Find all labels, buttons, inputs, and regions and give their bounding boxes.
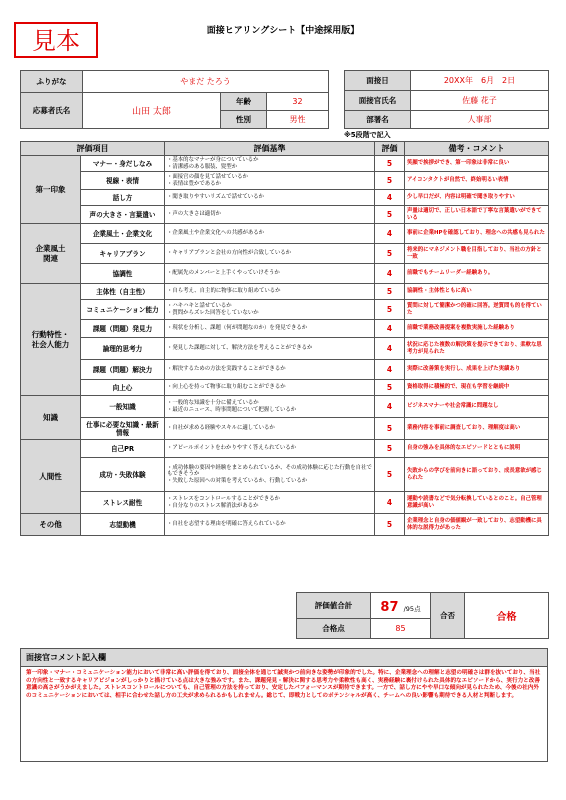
- department-label: 部署名: [345, 111, 411, 129]
- score-cell[interactable]: 5: [375, 172, 405, 190]
- item-cell: 向上心: [81, 380, 165, 396]
- comment-cell[interactable]: 前職でもチームリーダー経験あり。: [405, 264, 549, 284]
- sample-stamp: 見本: [14, 22, 98, 58]
- criteria-cell: ・自ら考え、自主的に物事に取り組めているか: [165, 284, 375, 300]
- item-cell: 視線・表情: [81, 172, 165, 190]
- interviewer-value[interactable]: 佐藤 花子: [411, 91, 549, 111]
- category-cell: 企業風土 関連: [21, 224, 81, 284]
- gender-label: 性別: [221, 111, 267, 129]
- item-cell: 仕事に必要な知識・最新情報: [81, 418, 165, 440]
- evaluation-row: [21, 380, 549, 396]
- item-cell: ストレス耐性: [81, 492, 165, 514]
- criteria-cell: ・基本的なマナーが身についているか ・清潔感のある服装、髪型か: [165, 156, 375, 172]
- comment-box-text[interactable]: 第一印象・マナー・コミュニケーション能力において非常に高い評価を得ており、面接全体を通じて誠実かつ前向きな姿勢が印象的でした。特に、企業理念への理解と志望の明確さは群を抜いており、当社の方向性と一致するキャリアビジョンがしっかりと描けている点は大きな強みです。また、課題発見・解決に関する思考力や柔軟性も高く、実務経験に裏付けられた具体的なエピソードから、実行力と改善意識の高さがうかがえました。ストレスコントロールについても、自己管理の方法を持っており、安定したパフォーマンスが期待できます。一方で、話し方にやや早口な傾向が見られたため、今後の社内外のコミュニケーションにおいては、相手に合わせた話し方の工夫が求められるかもしれません。総じて、即戦力としてのポテンシャルが高く、チームへの良い影響も期待できる人材と判断します。: [26, 670, 541, 699]
- item-cell: コミュニケーション能力: [81, 300, 165, 320]
- comment-cell[interactable]: 失敗からの学びを前向きに語っており、成長意欲が感じられた: [405, 458, 549, 492]
- comment-cell[interactable]: 自身の強みを具体的なエピソードとともに説明: [405, 440, 549, 458]
- comment-cell[interactable]: 企業理念と自身の価値観が一致しており、志望動機に具体的な説得力があった: [405, 514, 549, 536]
- evaluation-row: [21, 338, 549, 360]
- applicant-info-table: [20, 70, 329, 129]
- evaluation-row: [21, 440, 549, 458]
- pass-score-label: 合格点: [297, 619, 371, 639]
- score-cell[interactable]: 5: [375, 206, 405, 224]
- evaluation-row: [21, 206, 549, 224]
- category-cell: 行動特性・ 社会人能力: [21, 284, 81, 396]
- criteria-cell: ・発見した課題に対して、解決方法を考えることができるか: [165, 338, 375, 360]
- criteria-cell: ・キャリアプランと会社の方向性が合致しているか: [165, 244, 375, 264]
- criteria-cell: ・自社が求める経験やスキルに適しているか: [165, 418, 375, 440]
- evaluation-row: [21, 320, 549, 338]
- comment-cell[interactable]: 笑顔で挨拶ができ、第一印象は非常に良い: [405, 156, 549, 172]
- comment-cell[interactable]: 協調性・主体性ともに高い: [405, 284, 549, 300]
- evaluation-row: [21, 284, 549, 300]
- score-cell[interactable]: 5: [375, 418, 405, 440]
- evaluation-row: [21, 458, 549, 492]
- score-cell[interactable]: 4: [375, 190, 405, 206]
- item-cell: 声の大きさ・言葉遣い: [81, 206, 165, 224]
- item-cell: 課題（問題）発見力: [81, 320, 165, 338]
- score-cell[interactable]: 5: [375, 300, 405, 320]
- score-cell[interactable]: 4: [375, 396, 405, 418]
- header-comment: 備考・コメント: [405, 142, 549, 156]
- scale-note: ※5段階で記入: [344, 131, 391, 139]
- category-cell: 第一印象: [21, 156, 81, 224]
- result-label: 合否: [431, 593, 465, 639]
- score-cell[interactable]: 4: [375, 224, 405, 244]
- evaluation-row: [21, 396, 549, 418]
- header-item: 評価項目: [21, 142, 165, 156]
- evaluation-row: [21, 360, 549, 380]
- criteria-cell: ・現状を分析し、課題（何が問題なのか）を発見できるか: [165, 320, 375, 338]
- score-cell[interactable]: 5: [375, 440, 405, 458]
- category-cell: 知識: [21, 396, 81, 440]
- result-value[interactable]: 合格: [465, 593, 549, 639]
- item-cell: 話し方: [81, 190, 165, 206]
- total-max: /95点: [403, 605, 421, 613]
- interview-date-label: 面接日: [345, 71, 411, 91]
- comment-box-title: 面接官コメント記入欄: [21, 649, 547, 667]
- evaluation-row: [21, 156, 549, 172]
- criteria-cell: ・自社を志望する理由を明確に答えられているか: [165, 514, 375, 536]
- evaluation-row: [21, 190, 549, 206]
- category-cell: その他: [21, 514, 81, 536]
- comment-cell[interactable]: 資格取得に積極的で、現在も学習を継続中: [405, 380, 549, 396]
- item-cell: 成功・失敗体験: [81, 458, 165, 492]
- item-cell: 論理的思考力: [81, 338, 165, 360]
- score-cell[interactable]: 5: [375, 458, 405, 492]
- interviewer-comment-box: [20, 648, 548, 762]
- total-score[interactable]: 87: [380, 600, 399, 615]
- criteria-cell: ・企業風土や企業文化への共感があるか: [165, 224, 375, 244]
- comment-cell[interactable]: 将来的にマネジメント職を目指しており、当社の方針と一致: [405, 244, 549, 264]
- score-cell[interactable]: 5: [375, 380, 405, 396]
- pass-score-value[interactable]: 85: [371, 619, 431, 639]
- comment-cell[interactable]: 声量は適切で、正しい日本語で丁寧な言葉遣いができている: [405, 206, 549, 224]
- comment-cell[interactable]: 質問に対して簡潔かつ的確に回答。逆質問も的を得ていた: [405, 300, 549, 320]
- criteria-cell: ・声の大きさは適切か: [165, 206, 375, 224]
- age-value[interactable]: 32: [267, 93, 329, 111]
- score-cell[interactable]: 4: [375, 338, 405, 360]
- criteria-cell: ・アピールポイントをわかりやすく答えられているか: [165, 440, 375, 458]
- item-cell: 志望動機: [81, 514, 165, 536]
- total-label: 評価値合計: [297, 593, 371, 619]
- comment-cell[interactable]: ビジネスマナーや社会常識に問題なし: [405, 396, 549, 418]
- score-cell[interactable]: 4: [375, 492, 405, 514]
- evaluation-row: [21, 492, 549, 514]
- criteria-cell: ・ストレスをコントロールすることができるか ・自分なりのストレス解消法があるか: [165, 492, 375, 514]
- score-cell[interactable]: 5: [375, 284, 405, 300]
- criteria-cell: ・聞き取りやすいリズムで話せているか: [165, 190, 375, 206]
- comment-cell[interactable]: 状況に応じた複数の解決策を提示できており、柔軟な思考力が見られた: [405, 338, 549, 360]
- evaluation-row: [21, 300, 549, 320]
- evaluation-row: [21, 172, 549, 190]
- score-cell[interactable]: 4: [375, 264, 405, 284]
- header-score: 評価: [375, 142, 405, 156]
- item-cell: キャリアプラン: [81, 244, 165, 264]
- furigana-label: ふりがな: [21, 71, 83, 93]
- item-cell: 一般知識: [81, 396, 165, 418]
- criteria-cell: ・面接官の顔を見て話せているか ・表情は豊かであるか: [165, 172, 375, 190]
- evaluation-row: [21, 514, 549, 536]
- comment-cell[interactable]: 事前に企業HPを確認しており、理念への共感も見られた: [405, 224, 549, 244]
- age-label: 年齢: [221, 93, 267, 111]
- applicant-name-value[interactable]: 山田 太郎: [83, 93, 221, 129]
- item-cell: 企業風土・企業文化: [81, 224, 165, 244]
- score-cell[interactable]: 4: [375, 320, 405, 338]
- document-title: 面接ヒアリングシート【中途採用版】: [206, 26, 360, 36]
- interviewer-label: 面接官氏名: [345, 91, 411, 111]
- criteria-cell: ・成功体験の要因や経験をまとめられているか、その成功体験に応じた行動を自社でもできそうか ・失敗した原因への対策を考えているか、行動しているか: [165, 458, 375, 492]
- comment-cell[interactable]: アイコンタクトが自然で、終始明るい表情: [405, 172, 549, 190]
- furigana-value[interactable]: やまだ たろう: [83, 71, 329, 93]
- summary-table: [296, 592, 549, 639]
- criteria-cell: ・一般的な知識を十分に備えているか ・最近のニュース、時事問題について把握しているか: [165, 396, 375, 418]
- interview-date-value[interactable]: 20XX年 6月 2日: [411, 71, 549, 91]
- item-cell: 課題（問題）解決力: [81, 360, 165, 380]
- applicant-name-label: 応募者氏名: [21, 93, 83, 129]
- evaluation-row: [21, 418, 549, 440]
- criteria-cell: ・ハキハキと話せているか ・質問からズレた回答をしていないか: [165, 300, 375, 320]
- comment-cell[interactable]: 実際に改善策を実行し、成果を上げた実績あり: [405, 360, 549, 380]
- score-cell[interactable]: 5: [375, 156, 405, 172]
- evaluation-row: [21, 224, 549, 244]
- score-cell[interactable]: 4: [375, 360, 405, 380]
- interview-info-table: [344, 70, 549, 129]
- item-cell: マナー・身だしなみ: [81, 156, 165, 172]
- criteria-cell: ・配属先のメンバーと上手くやっていけそうか: [165, 264, 375, 284]
- item-cell: 主体性（自主性）: [81, 284, 165, 300]
- item-cell: 自己PR: [81, 440, 165, 458]
- evaluation-table: [20, 141, 549, 536]
- category-cell: 人間性: [21, 440, 81, 514]
- score-cell[interactable]: 5: [375, 514, 405, 536]
- header-criteria: 評価基準: [165, 142, 375, 156]
- comment-cell[interactable]: 少し早口だが、内容は明確で聞き取りやすい: [405, 190, 549, 206]
- comment-cell[interactable]: 前職で業務改善提案を複数実施した経験あり: [405, 320, 549, 338]
- criteria-cell: ・向上心を持って物事に取り組むことができるか: [165, 380, 375, 396]
- criteria-cell: ・解決するための方法を実践することができるか: [165, 360, 375, 380]
- evaluation-row: [21, 264, 549, 284]
- score-cell[interactable]: 5: [375, 244, 405, 264]
- department-value[interactable]: 人事部: [411, 111, 549, 129]
- evaluation-row: [21, 244, 549, 264]
- comment-cell[interactable]: 業務内容を事前に調査しており、理解度は高い: [405, 418, 549, 440]
- gender-value[interactable]: 男性: [267, 111, 329, 129]
- comment-cell[interactable]: 運動や読書などで気分転換しているとのこと。自己管理意識が高い: [405, 492, 549, 514]
- item-cell: 協調性: [81, 264, 165, 284]
